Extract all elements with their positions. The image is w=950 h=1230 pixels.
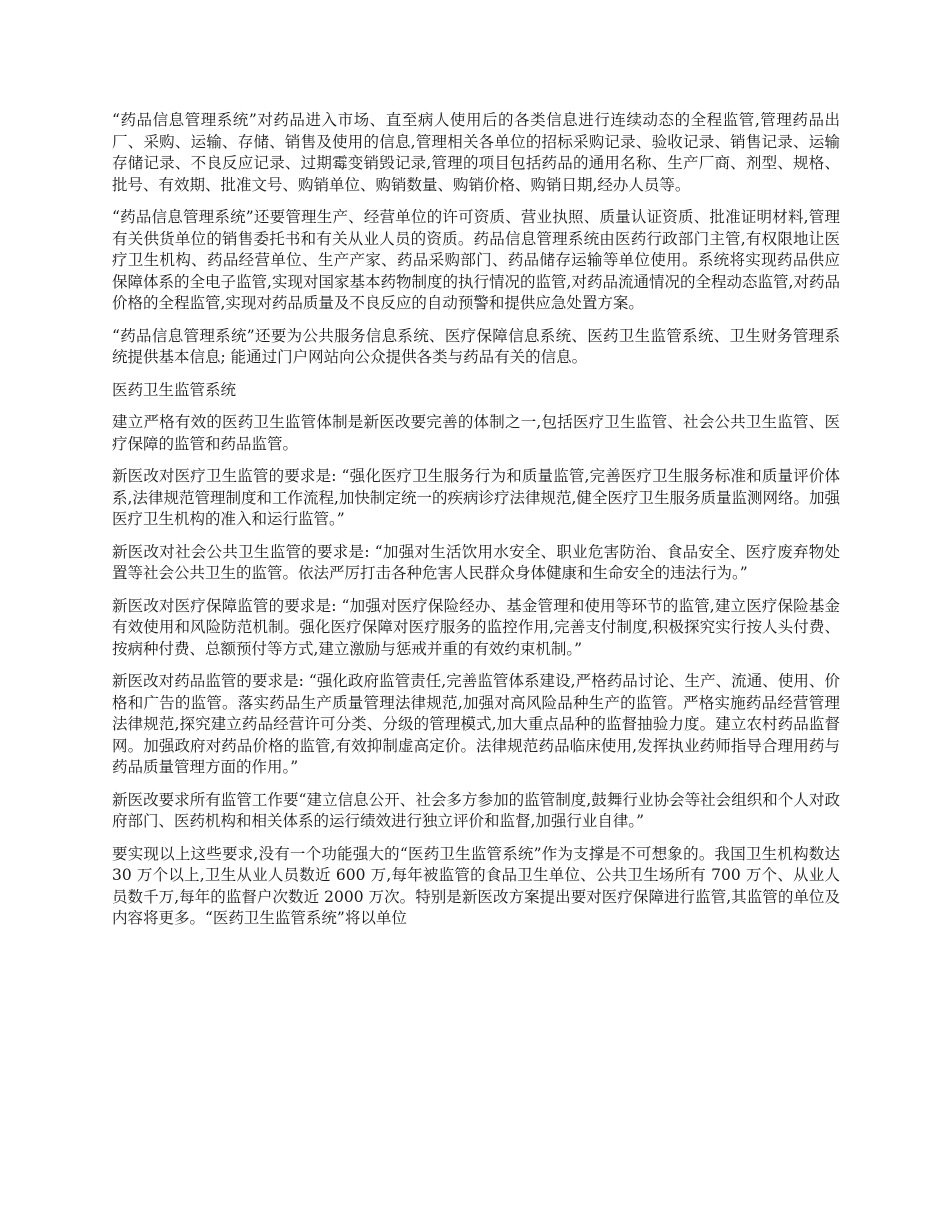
paragraph-medical-service-supervision: 新医改对医疗卫生监管的要求是: “强化医疗卫生服务行为和质量监管,完善医疗卫生服务标准和质量评价体系,法律规范管理制度和工作流程,加快制定统一的疾病诊疗法律规范,健全医疗卫生服务质量监测网络。加强医疗卫生机构的准入和运行监管。” bbox=[112, 467, 840, 528]
paragraph-supervision-framework: 建立严格有效的医药卫生监管体制是新医改要完善的体制之一,包括医疗卫生监管、社会公共卫生监管、医疗保障的监管和药品监管。 bbox=[112, 413, 840, 453]
section-heading-supervision-system: 医药卫生监管系统 bbox=[112, 380, 237, 399]
paragraph-drug-info-system-qualifications: “药品信息管理系统”还要管理生产、经营单位的许可资质、营业执照、质量认证资质、批准证明材料,管理有关供货单位的销售委托书和有关从业人员的资质。药品信息管理系统由医药行政部门主管,有权限地让医疗卫生机构、药品经营单位、生产产家、药品采购部门、药品储存运输等单位使用。系统将实现药品供应保障体系的全电子监管,实现对国家基本药物制度的执行情况的监管,对药品流通情况的全程动态监管,对药品价格的全程监管,实现对药品质量及不良反应的自动预警和提供应急处置方案。 bbox=[112, 208, 840, 312]
paragraph-drug-info-system-services: “药品信息管理系统”还要为公共服务信息系统、医疗保障信息系统、医药卫生监管系统、卫生财务管理系统提供基本信息; 能通过门户网站向公众提供各类与药品有关的信息。 bbox=[112, 326, 840, 366]
paragraph-supervision-transparency: 新医改要求所有监管工作要“建立信息公开、社会多方参加的监管制度,鼓舞行业协会等社会组织和个人对政府部门、医药机构和相关体系的运行绩效进行独立评价和监督,加强行业自律。” bbox=[112, 790, 840, 830]
paragraph-drug-supervision: 新医改对药品监管的要求是: “强化政府监管责任,完善监管体系建设,严格药品讨论、生产、流通、使用、价格和广告的监管。落实药品生产质量管理法律规范,加强对高风险品种生产的监管。严格实施药品经营管理法律规范,探究建立药品经营许可分类、分级的管理模式,加大重点品种的监督抽验力度。建立农村药品监督网。加强政府对药品价格的监管,有效抑制虚高定价。法律规范药品临床使用,发挥执业药师指导合理用药与药品质量管理方面的作用。” bbox=[112, 672, 840, 776]
paragraph-supervision-system-need: 要实现以上这些要求,没有一个功能强大的“医药卫生监管系统”作为支撑是不可想象的。我国卫生机构数达 30 万个以上,卫生从业人员数近 600 万,每年被监管的食品卫生单位、公共卫生场所有 700 万个、从业人员数千万,每年的监督户次数近 2000 万次。特别是新医改方案提出要对医疗保障进行监管,其监管的单位及内容将更多。“医药卫生监管系统”将以单位 bbox=[112, 844, 840, 927]
paragraph-public-health-supervision: 新医改对社会公共卫生监管的要求是: “加强对生活饮用水安全、职业危害防治、食品安全、医疗废弃物处置等社会公共卫生的监管。依法严厉打击各种危害人民群众身体健康和生命安全的违法行为。” bbox=[112, 542, 840, 582]
document-body bbox=[112, 110, 840, 941]
paragraph-medical-insurance-supervision: 新医改对医疗保障监管的要求是: “加强对医疗保险经办、基金管理和使用等环节的监管,建立医疗保险基金有效使用和风险防范机制。强化医疗保障对医疗服务的监控作用,完善支付制度,积极探究实行按人头付费、按病种付费、总额预付等方式,建立激励与惩戒并重的有效约束机制。” bbox=[112, 596, 840, 658]
paragraph-drug-info-system-overview: “药品信息管理系统”对药品进入市场、直至病人使用后的各类信息进行连续动态的全程监管,管理药品出厂、采购、运输、存储、销售及使用的信息,管理相关各单位的招标采购记录、验收记录、销售记录、运输存储记录、不良反应记录、过期霉变销毁记录,管理的项目包括药品的通用名称、生产厂商、剂型、规格、批号、有效期、批准文号、购销单位、购销数量、购销价格、购销日期,经办人员等。 bbox=[112, 111, 840, 194]
